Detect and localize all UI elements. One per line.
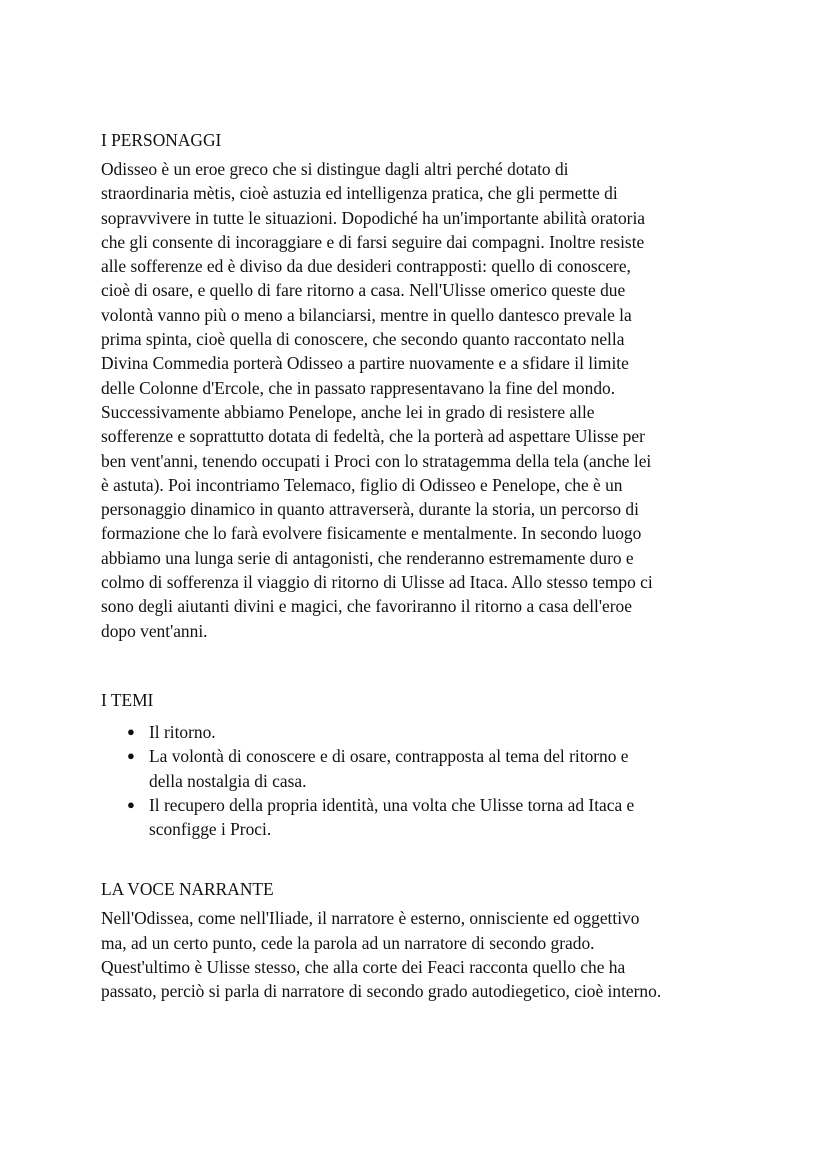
text-line: abbiamo una lunga serie di antagonisti, che renderanno estremamente duro e <box>101 547 634 568</box>
text-line: straordinaria mètis, cioè astuzia ed intelligenza pratica, che gli permette di <box>101 183 618 204</box>
text-line: Odisseo è un eroe greco che si distingue dagli altri perché dotato di <box>101 159 569 179</box>
bullet-icon: ● <box>127 723 135 739</box>
text-line: formazione che lo farà evolvere fisicamente e mentalmente. In secondo luogo <box>101 523 642 544</box>
list-item <box>101 793 741 842</box>
text-line: sopravvivere in tutte le situazioni. Dopodiché ha un'importante abilità oratoria <box>101 207 646 228</box>
section-heading-voce-narrante: LA VOCE NARRANTE <box>101 879 274 900</box>
section-heading-temi: I TEMI <box>101 689 154 710</box>
text-line: ben vent'anni, tenendo occupati i Proci con lo stratagemma della tela (anche lei <box>101 450 652 471</box>
text-line: La volontà di conoscere e di osare, contrapposta al tema del ritorno e <box>149 746 629 767</box>
text-line: che gli consente di incoraggiare e di farsi seguire dai compagni. Inoltre resiste <box>101 231 645 252</box>
text-line: della nostalgia di casa. <box>149 770 307 791</box>
bullet-icon: ● <box>127 796 135 812</box>
text-line: Nell'Odissea, come nell'Iliade, il narratore è esterno, onnisciente ed oggettivo <box>101 908 640 929</box>
text-line: colmo di sofferenza il viaggio di ritorno di Ulisse ad Itaca. Allo stesso tempo ci <box>101 572 653 593</box>
text-line: sconfigge i Proci. <box>149 819 272 840</box>
section-personaggi <box>101 128 741 643</box>
section-voce-narrante <box>101 877 741 1003</box>
text-line: è astuta). Poi incontriamo Telemaco, figlio di Odisseo e Penelope, che è un <box>101 474 623 495</box>
text-line: passato, perciò si parla di narratore di secondo grado autodiegetico, cioè interno. <box>101 981 662 1002</box>
text-line: Successivamente abbiamo Penelope, anche lei in grado di resistere alle <box>101 401 595 422</box>
paragraph-personaggi <box>101 157 741 643</box>
text-line: Il recupero della propria identità, una volta che Ulisse torna ad Itaca e <box>149 794 635 815</box>
text-line: sono degli aiutanti divini e magici, che favoriranno il ritorno a casa dell'eroe <box>101 596 632 617</box>
text-line: dopo vent'anni. <box>101 620 208 641</box>
list-item <box>101 744 741 793</box>
text-line: Divina Commedia porterà Odisseo a partire nuovamente e a sfidare il limite <box>101 353 629 374</box>
text-line: Quest'ultimo è Ulisse stesso, che alla corte dei Feaci racconta quello che ha <box>101 957 626 978</box>
text-line: personaggio dinamico in quanto attraverserà, durante la storia, un percorso di <box>101 499 639 520</box>
text-line: Il ritorno. <box>149 721 216 742</box>
document-page <box>101 128 741 1004</box>
text-line: alle sofferenze ed è diviso da due desideri contrapposti: quello di conoscere, <box>101 256 631 277</box>
text-line: prima spinta, cioè quella di conoscere, che secondo quanto raccontato nella <box>101 329 625 350</box>
list-item <box>101 720 741 744</box>
text-line: ma, ad un certo punto, cede la parola ad un narratore di secondo grado. <box>101 932 595 953</box>
text-line: cioè di osare, e quello di fare ritorno a casa. Nell'Ulisse omerico queste due <box>101 280 626 301</box>
bullet-icon: ● <box>127 748 135 764</box>
text-line: volontà vanno più o meno a bilanciarsi, mentre in quello dantesco prevale la <box>101 304 632 325</box>
paragraph-voce-narrante <box>101 906 741 1003</box>
text-line: sofferenze e soprattutto dotata di fedeltà, che la porterà ad aspettare Ulisse per <box>101 426 645 447</box>
bullet-list-temi <box>101 720 741 841</box>
section-heading-personaggi: I PERSONAGGI <box>101 130 222 150</box>
section-temi <box>101 688 741 841</box>
text-line: delle Colonne d'Ercole, che in passato rappresentavano la fine del mondo. <box>101 377 616 398</box>
